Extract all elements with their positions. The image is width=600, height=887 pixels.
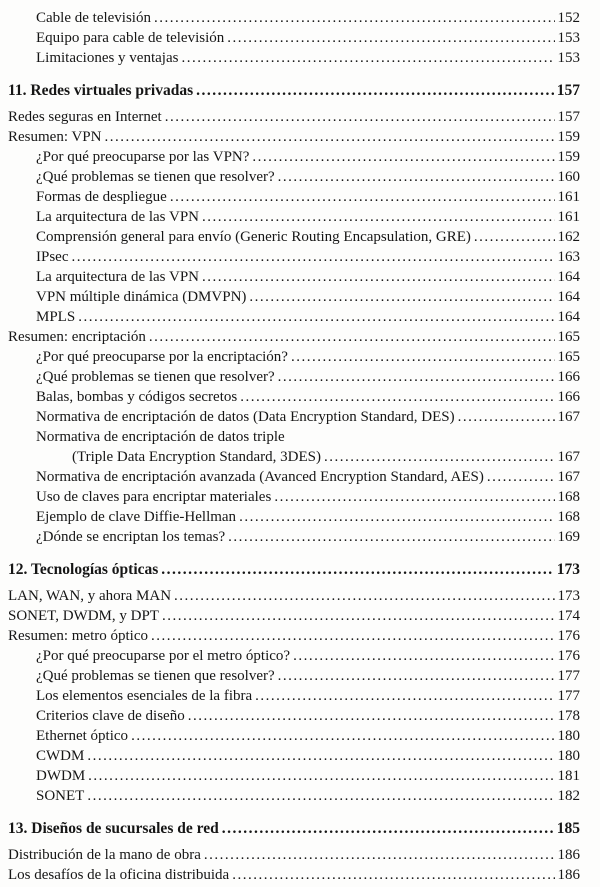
toc-entry-row [8,307,580,327]
toc-page-number: 157 [556,82,580,99]
toc-entry-row [8,746,580,766]
toc-chapter-title: 11. Redes virtuales privadas [8,82,194,99]
toc-dot-leader [165,107,555,127]
toc-dot-leader [222,818,554,840]
toc-page-number: 166 [557,369,580,385]
toc-page-number: 163 [557,249,580,265]
toc-entry-row [8,247,580,267]
toc-entry-row [8,606,580,626]
toc-entry-row [8,367,580,387]
toc-dot-leader [87,746,554,766]
toc-entry-label: Resumen: VPN [8,129,102,145]
toc-entry-label: ¿Dónde se encriptan los temas? [36,529,226,545]
toc-entry-label: Normativa de encriptación avanzada (Avanced Encryption Standard, AES) [36,469,484,485]
toc-entry-row [8,147,580,167]
toc-entry-label: VPN múltiple dinámica (DMVPN) [36,289,247,305]
toc-page-number: 165 [557,349,580,365]
toc-dot-leader [151,626,555,646]
toc-dot-leader [458,407,555,427]
toc-page-number: 176 [557,648,580,664]
toc-entry-row [8,706,580,726]
toc-dot-leader [487,467,555,487]
toc-entry-label: SONET, DWDM, y DPT [8,608,159,624]
toc-page-number: 153 [557,30,580,46]
toc-dot-leader [291,347,555,367]
toc-entry-row [8,8,580,28]
toc-page-number: 185 [556,820,580,837]
toc-chapter-title: 12. Tecnologías ópticas [8,561,159,578]
toc-page-number: 166 [557,389,580,405]
toc-entry-label: Ejemplo de clave Diffie-Hellman [36,509,237,525]
toc-page-number: 161 [557,189,580,205]
toc-dot-leader [170,187,555,207]
toc-entry-label: Los elementos esenciales de la fibra [36,688,253,704]
toc-entry-row [8,686,580,706]
toc-page-number: 167 [557,409,580,425]
toc-page-number: 176 [557,628,580,644]
toc-entry-row [8,427,580,447]
toc-dot-leader [252,147,554,167]
toc-page-number: 173 [556,561,580,578]
toc-dot-leader [278,666,555,686]
toc-page-number: 161 [557,209,580,225]
toc-entry-row [8,467,580,487]
toc-page-number: 186 [557,867,580,883]
toc-entry-label: Normativa de encriptación de datos triple [36,429,285,445]
toc-entry-row [8,407,580,427]
toc-entry-row [8,447,580,467]
toc-dot-leader [154,8,555,28]
toc-dot-leader [88,766,554,786]
toc-page-number: 159 [557,129,580,145]
toc-entry-row [8,646,580,666]
toc-dot-leader [240,387,554,407]
toc-page-number: 182 [557,788,580,804]
toc-dot-leader [149,327,555,347]
toc-entry-row [8,347,580,367]
toc-dot-leader [274,487,554,507]
toc-entry-label: Uso de claves para encriptar materiales [36,489,272,505]
toc-entry-label: Limitaciones y ventajas [36,50,179,66]
toc-entry-label: CWDM [36,748,85,764]
toc-entry-label: IPsec [36,249,69,265]
toc-entry-row [8,845,580,865]
toc-page-number: 157 [557,109,580,125]
toc-page-number: 164 [557,269,580,285]
toc-dot-leader [162,606,555,626]
toc-dot-leader [196,80,554,102]
toc-entry-label: LAN, WAN, y ahora MAN [8,588,172,604]
toc-entry-row [8,167,580,187]
toc-entry-label: Balas, bombas y códigos secretos [36,389,238,405]
toc-dot-leader [202,267,554,287]
toc-page-number: 186 [557,847,580,863]
toc-dot-leader [161,559,553,581]
toc-entry-row [8,726,580,746]
toc-entry-label: (Triple Data Encryption Standard, 3DES) [72,449,321,465]
toc-page-number: 177 [557,668,580,684]
toc-page-number: 162 [557,229,580,245]
toc-entry-label: Redes seguras en Internet [8,109,162,125]
toc-entry-row [8,487,580,507]
toc-entry-row [8,207,580,227]
toc-page-number: 168 [557,509,580,525]
toc-page-number: 164 [557,289,580,305]
toc-entry-label: DWDM [36,768,86,784]
toc-dot-leader [227,28,554,48]
toc-page-number: 153 [557,50,580,66]
toc-chapter-row [8,80,580,102]
toc-chapter-title: 13. Diseños de sucursales de red [8,820,219,837]
toc-page-number: 181 [557,768,580,784]
toc-page-number: 165 [557,329,580,345]
toc-page-number: 173 [557,588,580,604]
toc-page-number: 167 [557,469,580,485]
toc-page-number: 152 [557,10,580,26]
toc-page-number: 180 [557,748,580,764]
toc-dot-leader [255,686,554,706]
toc-dot-leader [232,865,554,885]
toc-entry-label: Criterios clave de diseño [36,708,185,724]
toc-entry-row [8,227,580,247]
toc-dot-leader [104,127,554,147]
toc-entry-label: Resumen: metro óptico [8,628,148,644]
toc-dot-leader [204,845,555,865]
toc-dot-leader [188,706,555,726]
toc-entry-row [8,586,580,606]
toc-entry-row [8,287,580,307]
toc-entry-row [8,865,580,885]
toc-page-number: 169 [557,529,580,545]
toc-entry-label: Ethernet óptico [36,728,129,744]
toc-entry-label: Formas de despliegue [36,189,167,205]
toc-entry-label: ¿Por qué preocuparse por las VPN? [36,149,250,165]
toc-entry-label: Los desafíos de la oficina distribuida [8,867,230,883]
toc-page-number: 180 [557,728,580,744]
toc-entry-row [8,107,580,127]
toc-entry-label: Distribución de la mano de obra [8,847,201,863]
toc-dot-leader [278,167,555,187]
toc-entry-label: Resumen: encriptación [8,329,146,345]
toc-dot-leader [181,48,554,68]
toc-page-number: 164 [557,309,580,325]
toc-entry-label: Cable de televisión [36,10,151,26]
toc-entry-label: ¿Por qué preocuparse por el metro óptico? [36,648,291,664]
toc-chapter-row [8,818,580,840]
toc-entry-row [8,28,580,48]
toc-entry-row [8,527,580,547]
toc-entry-row [8,626,580,646]
toc-dot-leader [239,507,554,527]
toc-entry-row [8,187,580,207]
toc-dot-leader [174,586,554,606]
toc-entry-row [8,507,580,527]
toc-dot-leader [278,367,555,387]
toc-entry-label: ¿Por qué preocuparse por la encriptación? [36,349,288,365]
toc-entry-row [8,127,580,147]
toc-chapter-row [8,559,580,581]
toc-page-number: 159 [557,149,580,165]
toc-entry-row [8,387,580,407]
toc-list [8,8,580,885]
toc-dot-leader [202,207,554,227]
toc-dot-leader [228,527,554,547]
toc-dot-leader [474,227,555,247]
toc-entry-label: ¿Qué problemas se tienen que resolver? [36,668,275,684]
toc-entry-row [8,48,580,68]
toc-dot-leader [87,786,554,806]
toc-entry-label: La arquitectura de las VPN [36,269,200,285]
toc-entry-row [8,786,580,806]
toc-page-number: 168 [557,489,580,505]
toc-entry-label: La arquitectura de las VPN [36,209,200,225]
toc-entry-label: MPLS [36,309,76,325]
toc-page-number: 174 [557,608,580,624]
toc-dot-leader [249,287,554,307]
toc-dot-leader [293,646,554,666]
toc-page-number: 167 [557,449,580,465]
toc-entry-row [8,666,580,686]
toc-dot-leader [78,307,554,327]
toc-entry-label: Normativa de encriptación de datos (Data Encryption Standard, DES) [36,409,455,425]
toc-entry-row [8,766,580,786]
toc-entry-row [8,267,580,287]
toc-dot-leader [72,247,555,267]
toc-dot-leader [131,726,554,746]
toc-dot-leader [324,447,555,467]
toc-entry-label: SONET [36,788,85,804]
toc-entry-row [8,327,580,347]
toc-entry-label: ¿Qué problemas se tienen que resolver? [36,169,275,185]
toc-page-number: 178 [557,708,580,724]
toc-entry-label: ¿Qué problemas se tienen que resolver? [36,369,275,385]
toc-page-number: 177 [557,688,580,704]
toc-entry-label: Equipo para cable de televisión [36,30,225,46]
toc-page-number: 160 [557,169,580,185]
toc-entry-label: Comprensión general para envío (Generic Routing Encapsulation, GRE) [36,229,471,245]
